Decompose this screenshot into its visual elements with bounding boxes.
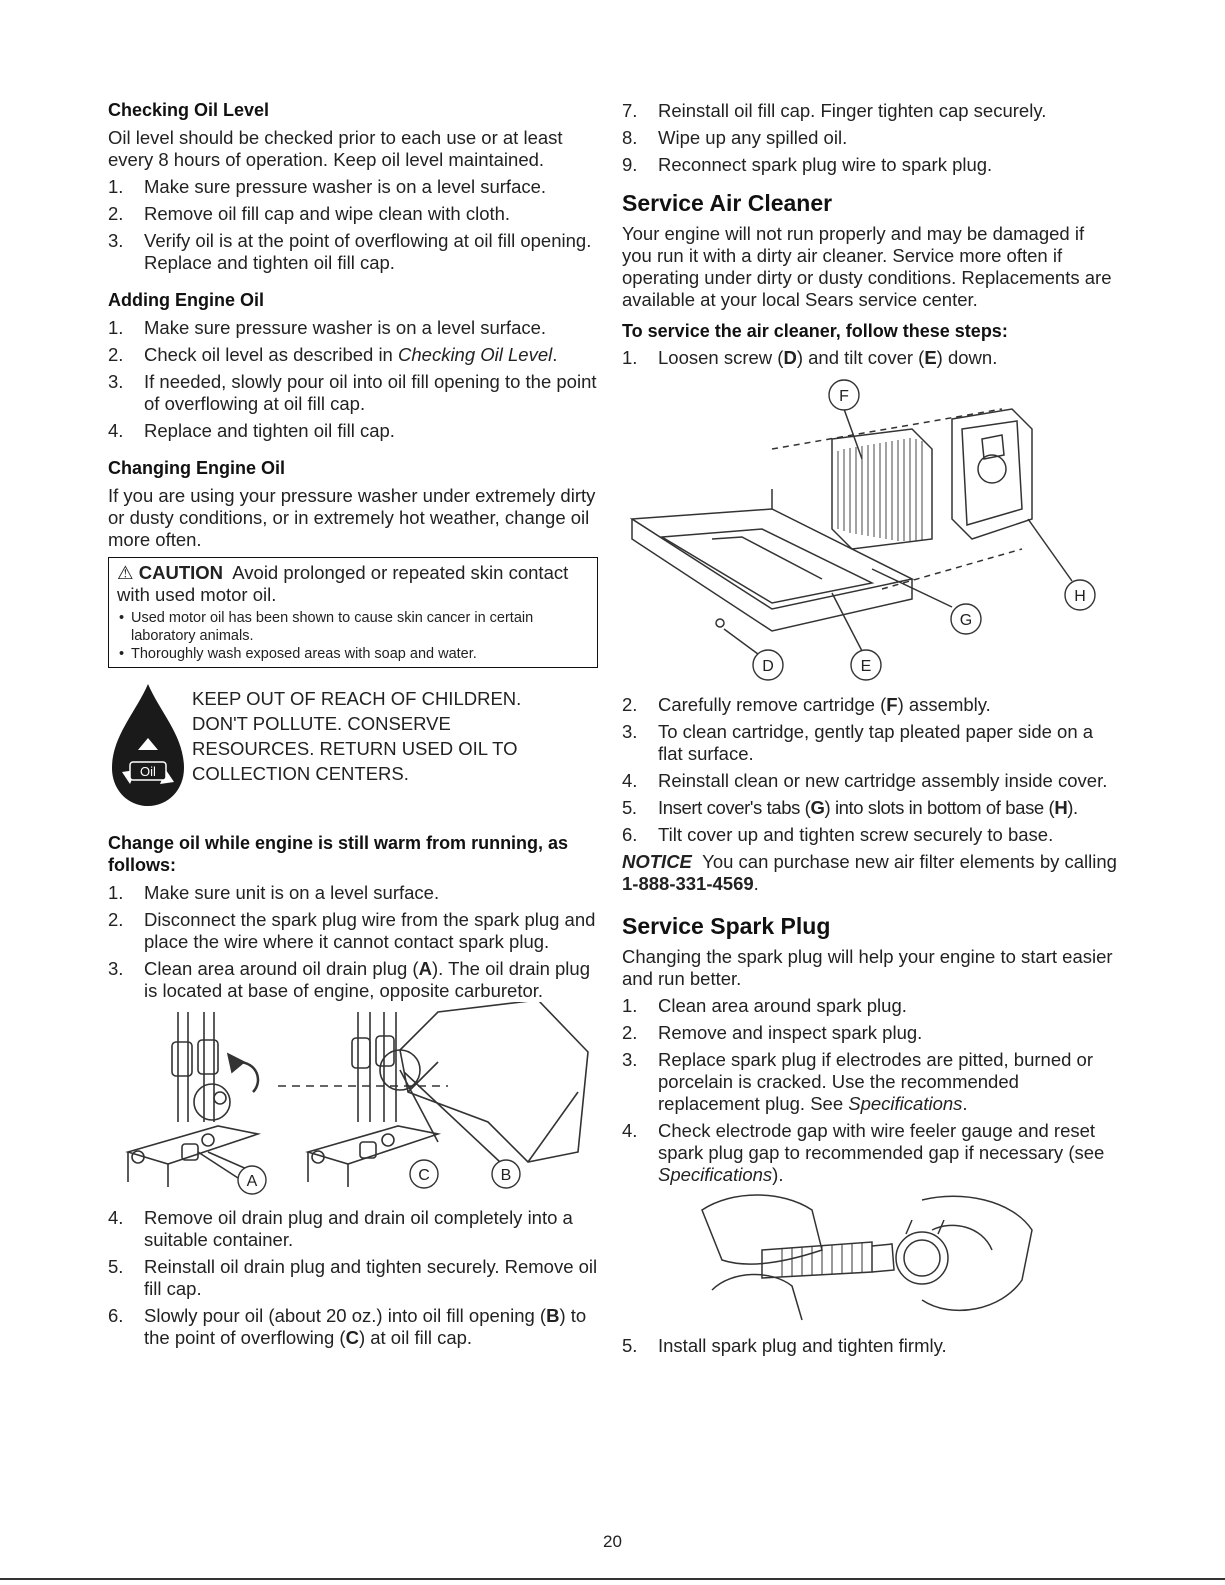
list-item: 2. Carefully remove cartridge (F) assembly.: [622, 694, 991, 715]
phone-number: 1-888-331-4569: [622, 873, 754, 894]
caution-label: CAUTION: [138, 562, 224, 583]
list-item: 5. Reinstall oil drain plug and tighten securely. Remove oil fill cap.: [108, 1256, 598, 1299]
checking-oil-title: Checking Oil Level: [108, 100, 270, 120]
recycle-line: RESOURCES. RETURN USED OIL TO: [192, 738, 518, 759]
list-item: 7. Reinstall oil fill cap. Finger tighten cap securely.: [622, 100, 1047, 121]
caution-text: Avoid prolonged or repeated skin contact with used motor oil.: [117, 562, 569, 605]
recycle-line: COLLECTION CENTERS.: [192, 763, 409, 784]
changing-oil-title: Changing Engine Oil: [108, 458, 285, 478]
notice-label: NOTICE: [622, 851, 692, 872]
service-air-cleaner-heading: Service Air Cleaner: [622, 190, 833, 216]
callout-label: F: [839, 388, 849, 405]
list-item: 3. If needed, slowly pour oil into oil fill opening to the point of overflowing at oil fill cap.: [108, 371, 597, 414]
page-number: 20: [603, 1532, 622, 1551]
list-item: 5. Insert cover's tabs (G) into slots in bottom of base (H).: [622, 797, 1078, 818]
callout-label: G: [959, 612, 973, 629]
callout-label: C: [418, 1167, 430, 1184]
list-item: 3. Clean area around oil drain plug (A). The oil drain plug is located at base of engine, opposite carburetor.: [108, 958, 590, 1001]
service-spark-plug-heading: Service Spark Plug: [622, 913, 831, 939]
recycle-notice: [108, 680, 598, 820]
callout-label: E: [860, 658, 872, 675]
right-column: [622, 100, 1117, 1357]
oil-drain-figure: [108, 1002, 598, 1202]
air-cleaner-subtitle: To service the air cleaner, follow these steps:: [622, 321, 1008, 341]
warning-triangle-icon: ⚠: [117, 562, 134, 583]
change-oil-final-steps: [622, 100, 1117, 176]
list-item: 4. Check electrode gap with wire feeler gauge and reset spark plug gap to recommended gap if necessary (see Specifications).: [622, 1120, 1105, 1185]
list-item: 3. Verify oil is at the point of overflowing at oil fill opening. Replace and tighten oil fill cap.: [108, 230, 592, 273]
list-item: 1. Make sure pressure washer is on a level surface.: [108, 176, 547, 197]
list-item: 3. To clean cartridge, gently tap pleated paper side on a flat surface.: [622, 721, 1094, 764]
callout-label: D: [762, 658, 774, 675]
spark-plug-steps: [622, 995, 1117, 1186]
callout-label: B: [500, 1167, 512, 1184]
list-item: 1. Clean area around spark plug.: [622, 995, 907, 1016]
spark-plug-figure: [622, 1190, 1117, 1330]
changing-oil-intro: If you are using your pressure washer under extremely dirty or dusty conditions, or in extremely hot weather, change oil more often.: [108, 485, 596, 550]
list-item: 4. Replace and tighten oil fill cap.: [108, 420, 395, 441]
checking-oil-intro: Oil level should be checked prior to each use or at least every 8 hours of operation. Keep oil level maintained.: [108, 127, 563, 170]
list-item: 3. Replace spark plug if electrodes are pitted, burned or porcelain is cracked. Use the recommended replacement plug. See Specifications.: [622, 1049, 1094, 1114]
change-oil-steps-continued: [108, 1207, 598, 1349]
list-item: 2. Remove and inspect spark plug.: [622, 1022, 923, 1043]
air-cleaner-intro: Your engine will not run properly and may be damaged if you run it with a dirty air cleaner. Service more often if operating under dirty or dusty conditions. Replacements are available at your local Sears service center.: [622, 223, 1112, 310]
recycle-line: DON'T POLLUTE. CONSERVE: [192, 713, 451, 734]
spark-plug-intro: Changing the spark plug will help your engine to start easier and run better.: [622, 946, 1113, 989]
list-item: 1. Make sure unit is on a level surface.: [108, 882, 440, 903]
list-item: 6. Tilt cover up and tighten screw securely to base.: [622, 824, 1054, 845]
oil-drop-recycle-icon: [108, 680, 188, 810]
oil-badge: Oil: [140, 764, 156, 779]
recycle-line: KEEP OUT OF REACH OF CHILDREN.: [192, 688, 522, 709]
cross-reference: Checking Oil Level: [398, 344, 553, 365]
adding-oil-steps: [108, 317, 598, 442]
air-cleaner-step-1: [622, 347, 1117, 369]
list-item: • Used motor oil has been shown to cause skin cancer in certain laboratory animals.: [117, 609, 589, 645]
list-item: 5. Install spark plug and tighten firmly.: [622, 1335, 947, 1356]
list-item: 6. Slowly pour oil (about 20 oz.) into oil fill opening (B) to the point of overflowing (C) at oil fill cap.: [108, 1305, 587, 1348]
list-item: 2. Disconnect the spark plug wire from the spark plug and place the wire where it cannot contact spark plug.: [108, 909, 596, 952]
left-column: [108, 100, 598, 1349]
air-cleaner-figure: [622, 369, 1117, 689]
list-item: 9. Reconnect spark plug wire to spark plug.: [622, 154, 993, 175]
list-item: 4. Remove oil drain plug and drain oil completely into a suitable container.: [108, 1207, 573, 1250]
change-oil-title: Change oil while engine is still warm from running, as follows:: [108, 833, 569, 875]
callout-label: H: [1074, 588, 1086, 605]
list-item: 2. Remove oil fill cap and wipe clean with cloth.: [108, 203, 511, 224]
callout-label: A: [246, 1173, 258, 1190]
list-item: • Thoroughly wash exposed areas with soap and water.: [117, 645, 589, 663]
spark-plug-final-step: [622, 1335, 1117, 1357]
caution-box: [108, 557, 598, 668]
list-item: 1. Loosen screw (D) and tilt cover (E) down.: [622, 347, 998, 368]
list-item: 4. Reinstall clean or new cartridge assembly inside cover.: [622, 770, 1108, 791]
bottom-rule: [0, 1578, 1225, 1580]
checking-oil-steps: [108, 176, 598, 274]
list-item: 2. Check oil level as described in Checking Oil Level.: [108, 344, 558, 365]
adding-oil-title: Adding Engine Oil: [108, 290, 264, 310]
caution-bullets: [117, 609, 589, 663]
list-item: 8. Wipe up any spilled oil.: [622, 127, 848, 148]
change-oil-steps: [108, 882, 598, 1002]
notice-paragraph: NOTICE You can purchase new air filter elements by calling 1-888-331-4569.: [622, 851, 1117, 894]
air-cleaner-steps: [622, 694, 1117, 846]
list-item: 1. Make sure pressure washer is on a level surface.: [108, 317, 547, 338]
